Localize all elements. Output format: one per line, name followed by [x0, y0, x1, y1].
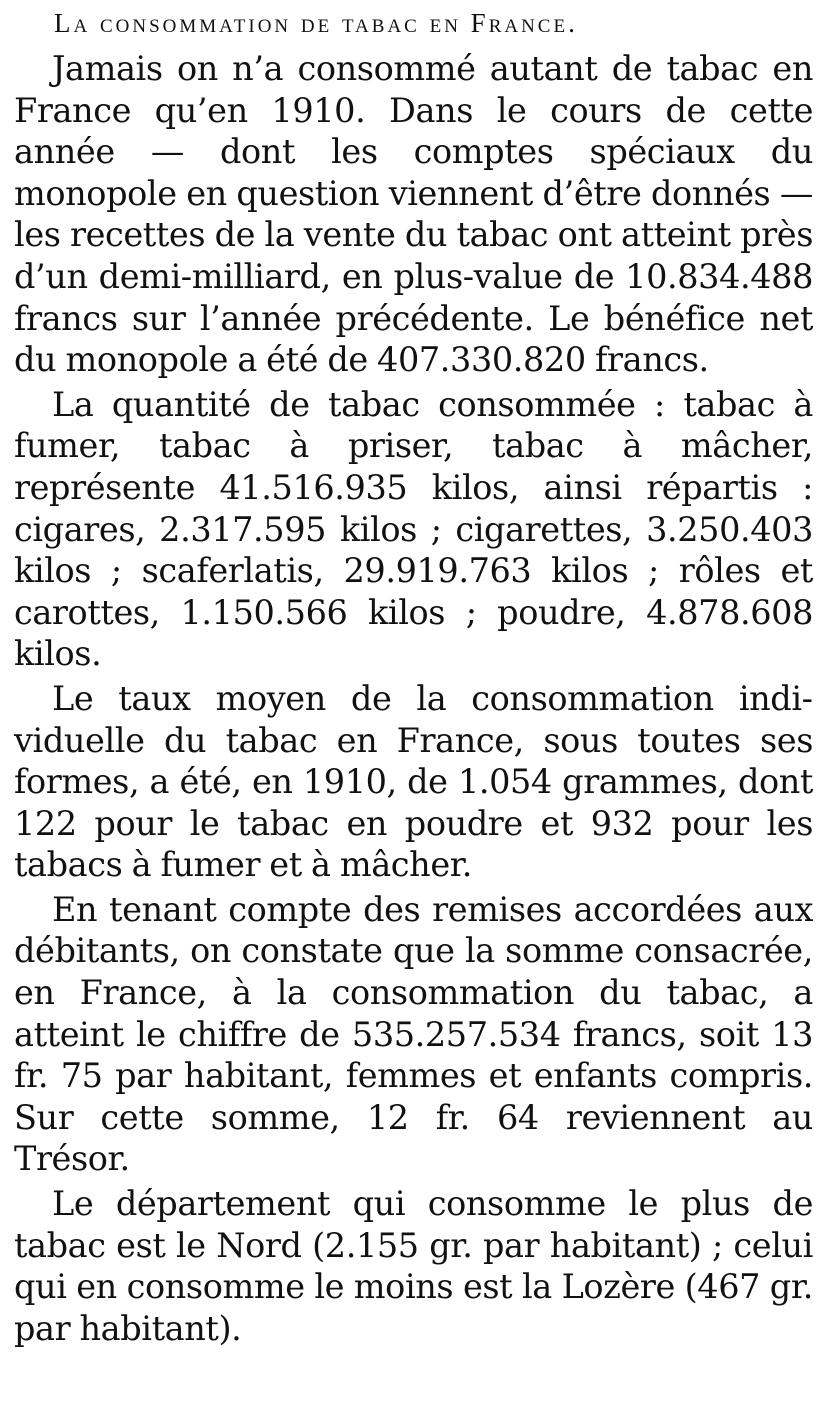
- paragraph-2: La quantité de tabac consommée : tabac à fumer, tabac à priser, tabac à mâcher, représente 41.516.935 kilos, ainsi répartis : cigares, 2.317.595 kilos ; cigarettes, 3.250.403 kilos ; scaferlatis, 29.919.763 kilos ; rôles et carottes, 1.150.566 kilos ; poudre, 4.878.608 kilos.: [14, 384, 813, 674]
- paragraph-3: Le taux moyen de la consommation individuelle du tabac en France, sous toutes ses formes, a été, en 1910, de 1.054 grammes, dont 122 pour le tabac en poudre et 932 pour les tabacs à fumer et à mâcher.: [14, 678, 813, 885]
- paragraph-5: Le département qui consomme le plus de tabac est le Nord (2.155 gr. par habitant) ; celui qui en consomme le moins est la Lozère (467 gr. par habitant).: [14, 1184, 813, 1348]
- article-title: La consommation de tabac en France.: [54, 8, 578, 38]
- paragraph-4: En tenant compte des remises accordées aux débitants, on constate que la somme consacrée, en France, à la consommation du tabac, a atteint le chiffre de 535.257.534 francs, soit 13 fr. 75 par habitant, femmes et enfants compris. Sur cette somme, 12 fr. 64 reviennent au Trésor.: [14, 889, 813, 1179]
- paragraph-1: Jamais on n’a consommé autant de tabac en France qu’en 1910. Dans le cours de cette année — dont les comptes spéciaux du monopole en question viennent d’être donnés — les recettes de la vente du tabac ont atteint près d’un demi-milliard, en plus-value de 10.834.488 francs sur l’année précédente. Le bénéfice net du monopole a été de 407.330.820 francs.: [14, 49, 813, 380]
